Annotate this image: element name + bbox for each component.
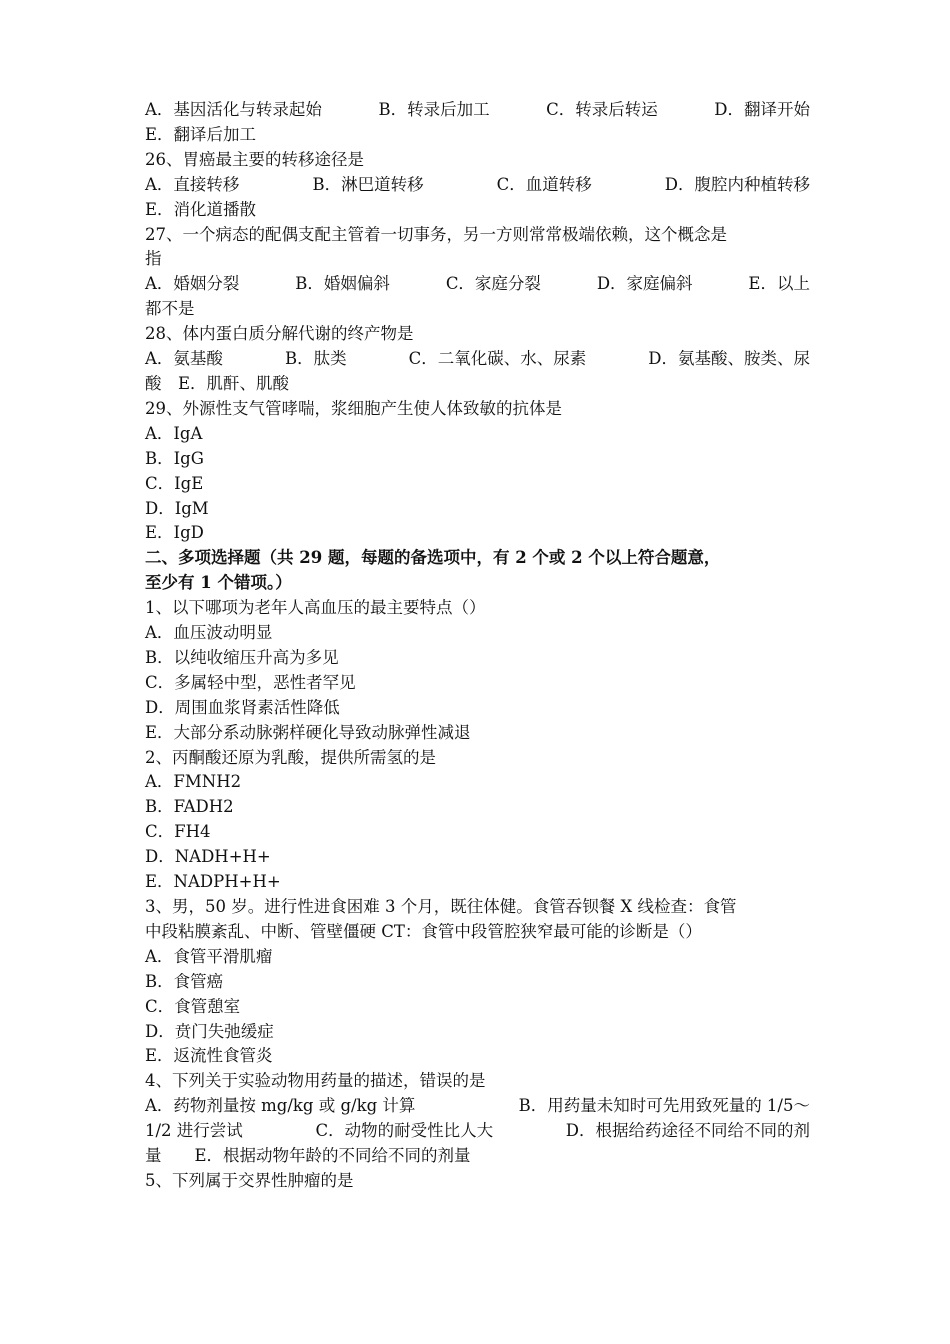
document-line: 2、丙酮酸还原为乳酸，提供所需氢的是 <box>145 747 436 767</box>
document-line: D．IgM <box>145 498 209 518</box>
document-page <box>145 98 810 1194</box>
document-line: 4、下列关于实验动物用药量的描述，错误的是 <box>145 1071 486 1091</box>
document-line: E．翻译后加工 <box>145 124 257 144</box>
option-text: C．血道转移 <box>496 174 592 194</box>
document-line: E．返流性食管炎 <box>145 1046 273 1066</box>
document-line: B．食管癌 <box>145 971 224 991</box>
document-line: E．大部分系动脉粥样硬化导致动脉弹性减退 <box>145 722 471 742</box>
option-text: D．氨基酸、胺类、尿 <box>648 349 810 369</box>
document-line: A．食管平滑肌瘤 <box>145 946 273 966</box>
option-text: A．基因活化与转录起始 <box>145 100 322 119</box>
document-line: B．以纯收缩压升高为多见 <box>145 647 339 667</box>
option-text: C．家庭分裂 <box>445 274 541 294</box>
document-line: E．IgD <box>145 523 204 543</box>
option-text: A．婚姻分裂 <box>145 274 240 294</box>
option-text: C．动物的耐受性比人大 <box>315 1121 494 1141</box>
option-text: D．翻译开始 <box>714 100 810 119</box>
option-text: A．氨基酸 <box>145 349 223 369</box>
document-line: A．FMNH2 <box>145 772 242 792</box>
document-line <box>145 347 810 372</box>
option-text: 1/2 进行尝试 <box>145 1121 243 1141</box>
document-line: 28、体内蛋白质分解代谢的终产物是 <box>145 324 414 344</box>
option-text: C．转录后转运 <box>546 100 658 119</box>
document-line: 5、下列属于交界性肿瘤的是 <box>145 1170 354 1190</box>
document-line <box>145 272 810 297</box>
document-line: 27、一个病态的配偶支配主管着一切事务，另一方则常常极端依赖，这个概念是 <box>145 224 727 244</box>
document-line: A．血压波动明显 <box>145 623 273 643</box>
option-text: B．肽类 <box>284 349 347 369</box>
option-text: D．家庭偏斜 <box>596 274 693 294</box>
option-text: B．用药量未知时可先用致死量的 1/5～ <box>518 1096 810 1116</box>
option-text: C．二氧化碳、水、尿素 <box>408 349 587 369</box>
document-line: 指 <box>145 249 162 269</box>
document-line: 29、外源性支气管哮喘，浆细胞产生使人体致敏的抗体是 <box>145 398 562 418</box>
document-line: B．IgG <box>145 448 204 468</box>
document-line: A．IgA <box>145 423 203 443</box>
document-line: D．贲门失弛缓症 <box>145 1021 274 1041</box>
document-line: 26、胃癌最主要的转移途径是 <box>145 149 364 169</box>
document-line: D．周围血浆肾素活性降低 <box>145 697 340 717</box>
document-line: C．FH4 <box>145 822 211 842</box>
option-text: E．以上 <box>748 274 810 294</box>
document-line: C．食管憩室 <box>145 996 241 1016</box>
document-line: 都不是 <box>145 299 195 319</box>
document-line <box>145 1119 810 1144</box>
document-line <box>145 173 810 198</box>
option-text: D．腹腔内种植转移 <box>664 174 810 194</box>
document-line: C．IgE <box>145 473 204 493</box>
option-text: A．直接转移 <box>145 174 240 194</box>
document-line: 量 E．根据动物年龄的不同给不同的剂量 <box>145 1146 471 1166</box>
document-line: 1、以下哪项为老年人高血压的最主要特点（） <box>145 598 486 618</box>
option-text: B．婚姻偏斜 <box>295 274 390 294</box>
section-heading-line: 至少有 1 个错项。） <box>145 573 292 593</box>
document-line: 酸 E．肌酐、肌酸 <box>145 373 290 393</box>
document-line: B．FADH2 <box>145 797 234 817</box>
document-line <box>145 98 810 123</box>
document-line: 中段粘膜紊乱、中断、管壁僵硬 CT：食管中段管腔狭窄最可能的诊断是（） <box>145 921 702 941</box>
section-heading-line: 二、多项选择题（共 29 题，每题的备选项中，有 2 个或 2 个以上符合题意， <box>145 548 721 568</box>
option-text: B．淋巴道转移 <box>312 174 424 194</box>
option-text: A．药物剂量按 mg/kg 或 g/kg 计算 <box>145 1096 416 1116</box>
option-text: B．转录后加工 <box>378 100 490 119</box>
option-text: D．根据给药途径不同给不同的剂 <box>565 1121 810 1141</box>
document-line: D．NADH+H+ <box>145 847 271 867</box>
document-line <box>145 1094 810 1119</box>
document-line: E．NADPH+H+ <box>145 872 281 892</box>
document-line: E．消化道播散 <box>145 199 257 219</box>
document-line: C．多属轻中型，恶性者罕见 <box>145 672 356 692</box>
document-line: 3、男，50 岁。进行性进食困难 3 个月，既往体健。食管吞钡餐 X 线检查：食管 <box>145 897 737 916</box>
